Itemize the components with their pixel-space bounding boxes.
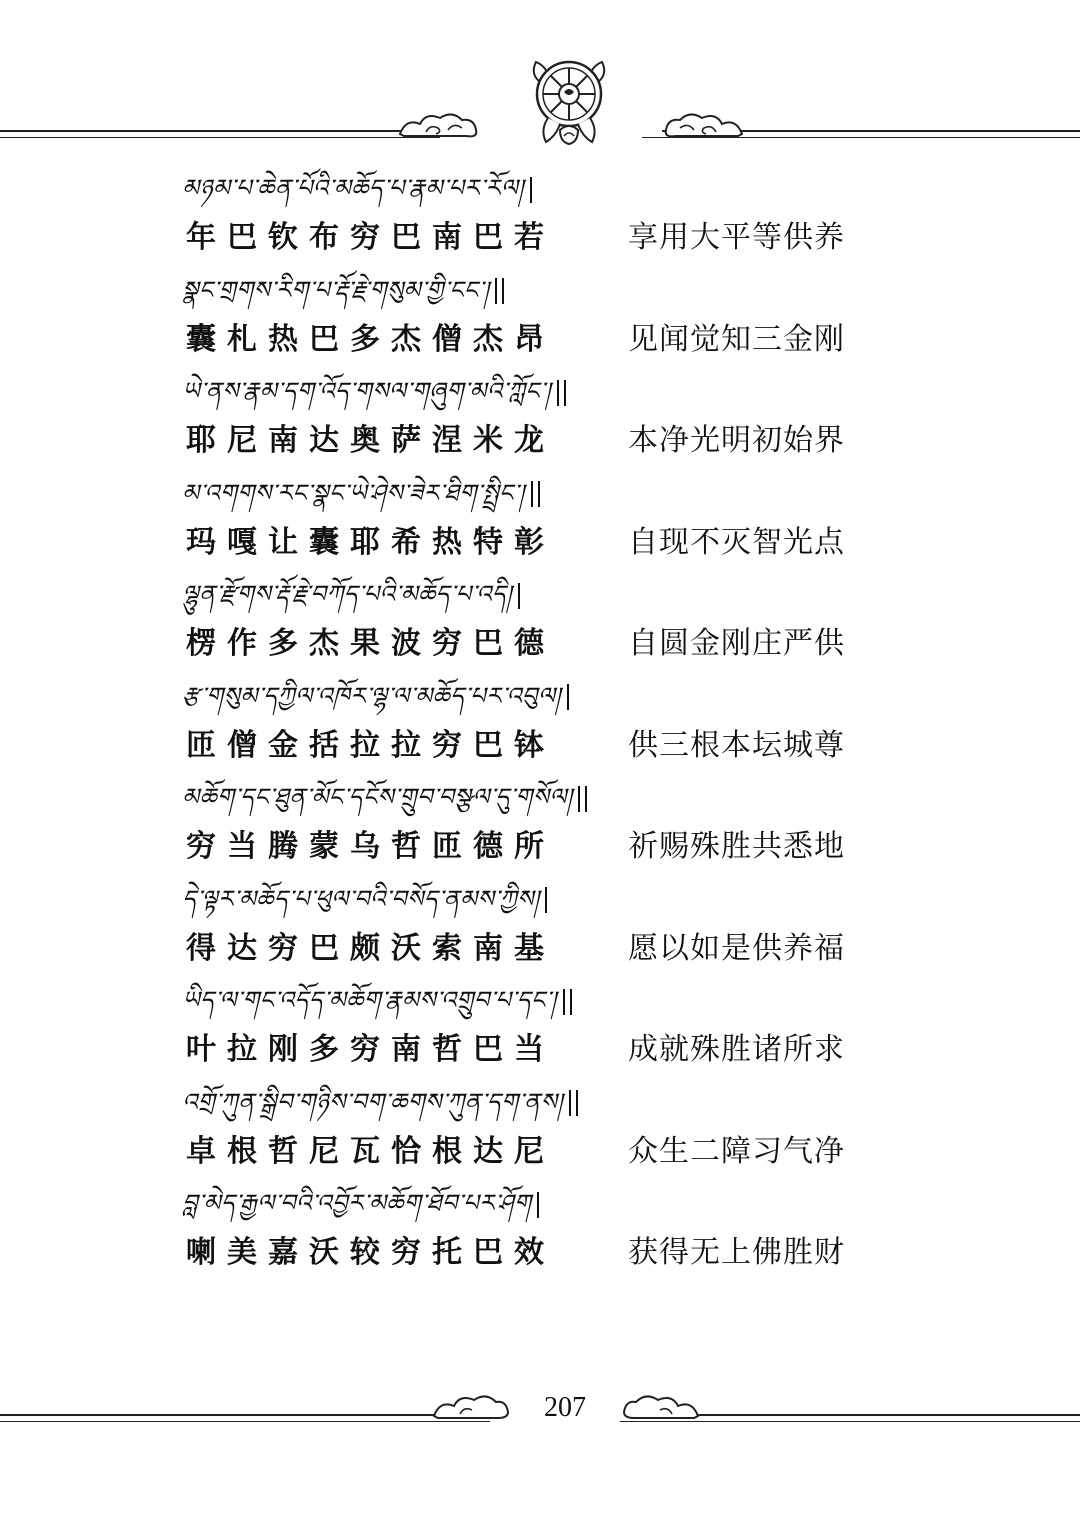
shad-mark [502, 278, 504, 304]
tibetan-line: ཡིད་ལ་གང་འདོད་མཆོག་རྣམས་འགྲུབ་པ་དང་། [182, 978, 572, 1022]
verse [182, 361, 882, 463]
translation-line: 获得无上佛胜财 [628, 1235, 845, 1270]
verse [182, 767, 882, 869]
shad-mark [567, 684, 569, 710]
header-rule-left [0, 130, 420, 132]
translation-line: 供三根本坛城尊 [628, 727, 845, 763]
phonetic-line: 卓根哲尼瓦恰根达尼 [186, 1133, 555, 1169]
cloud-icon-left [396, 108, 480, 142]
dharma-wheel-icon [526, 52, 612, 152]
translation-line: 愿以如是供养福 [628, 930, 845, 966]
phonetic-line: 玛嘎让囊耶希热特彰 [186, 524, 555, 560]
translation-line: 众生二障习气净 [628, 1133, 845, 1169]
cloud-icon-footer-right [622, 1392, 702, 1422]
translation-line: 本净光明初始界 [628, 423, 845, 458]
verse [182, 1173, 882, 1275]
tibetan-line: དེ་ལྟར་མཆོད་པ་ཕུལ་བའི་བསོད་ནམས་ཀྱིས། [182, 877, 547, 921]
verse [182, 260, 882, 362]
phonetic-line: 年巴钦布穷巴南巴若 [186, 220, 555, 255]
phonetic-line: 楞作多杰果波穷巴德 [186, 626, 555, 661]
footer-rule-right [640, 1414, 1080, 1416]
verse [182, 1072, 882, 1174]
verse [182, 666, 882, 768]
translation-line: 见闻觉知三金刚 [628, 321, 845, 357]
shad-mark [557, 380, 559, 406]
phonetic-line: 耶尼南达奥萨涅米龙 [186, 423, 555, 458]
shad-mark [563, 989, 565, 1015]
verse-list [182, 158, 882, 1275]
shad-mark [545, 887, 547, 913]
phonetic-line: 囊札热巴多杰僧杰昂 [186, 321, 555, 357]
verse [182, 869, 882, 971]
phonetic-line: 得达穷巴颇沃索南基 [186, 930, 555, 966]
tibetan-line: སྣང་གྲགས་རིག་པ་རྡོ་རྗེ་གསུམ་གྱི་ངང་། [182, 268, 504, 312]
tibetan-line: རྩ་གསུམ་དཀྱིལ་འཁོར་ལྷ་ལ་མཆོད་པར་འབུལ། [182, 674, 569, 718]
phonetic-line: 喇美嘉沃较穷托巴效 [186, 1235, 555, 1270]
phonetic-line: 匝僧金括拉拉穷巴钵 [186, 727, 555, 763]
tibetan-line: མཆོག་དང་ཐུན་མོང་དངོས་གྲུབ་བསྩལ་དུ་གསོལ། [182, 775, 587, 819]
verse [182, 564, 882, 666]
shad-mark [578, 786, 580, 812]
cloud-icon-right [662, 108, 746, 142]
translation-line: 自圆金刚庄严供 [628, 626, 845, 661]
shad-mark [570, 989, 572, 1015]
shad-mark [518, 583, 520, 609]
tibetan-line: མཉམ་པ་ཆེན་པོའི་མཆོད་པ་རྣམ་པར་རོལ། [182, 166, 532, 210]
phonetic-line: 叶拉刚多穷南哲巴当 [186, 1032, 555, 1067]
shad-mark [495, 278, 497, 304]
tibetan-line: བླ་མེད་རྒྱལ་བའི་འབྱོར་མཆོག་ཐོབ་པར་ཤོག [182, 1181, 539, 1225]
translation-line: 成就殊胜诸所求 [628, 1032, 845, 1067]
shad-mark [576, 1090, 578, 1116]
footer-rule-left [0, 1414, 470, 1416]
verse [182, 158, 882, 260]
translation-line: 自现不灭智光点 [628, 524, 845, 560]
shad-mark [531, 481, 533, 507]
footer-rule-left-thin [0, 1421, 490, 1422]
tibetan-line: མ་འགགས་རང་སྣང་ཡེ་ཤེས་ཟེར་ཐིག་སྤྲིང་། [182, 471, 540, 515]
page-footer [0, 1380, 1080, 1440]
verse [182, 970, 882, 1072]
shad-mark [569, 1090, 571, 1116]
translation-line: 祈赐殊胜共悉地 [628, 829, 845, 864]
page-number: 207 [544, 1392, 586, 1423]
phonetic-line: 穷当腾蒙乌哲匝德所 [186, 829, 555, 864]
tibetan-line: ཡེ་ནས་རྣམ་དག་འོད་གསལ་གཞུག་མའི་ཀློང་། [182, 369, 566, 413]
cloud-icon-footer-left [430, 1392, 510, 1422]
shad-mark [530, 177, 532, 203]
shad-mark [585, 786, 587, 812]
translation-line: 享用大平等供养 [628, 220, 845, 255]
page-header-ornament [0, 0, 1080, 160]
tibetan-line: འགྲོ་ཀུན་སྒྲིབ་གཉིས་བག་ཆགས་ཀུན་དག་ནས། [182, 1080, 578, 1124]
shad-mark [538, 481, 540, 507]
shad-mark [537, 1192, 539, 1218]
header-rule-left-thin [0, 137, 440, 138]
tibetan-line: ལྷུན་རྫོགས་རྡོ་རྗེ་བཀོད་པའི་མཆོད་པ་འདི། [182, 572, 520, 616]
verse [182, 463, 882, 565]
shad-mark [564, 380, 566, 406]
